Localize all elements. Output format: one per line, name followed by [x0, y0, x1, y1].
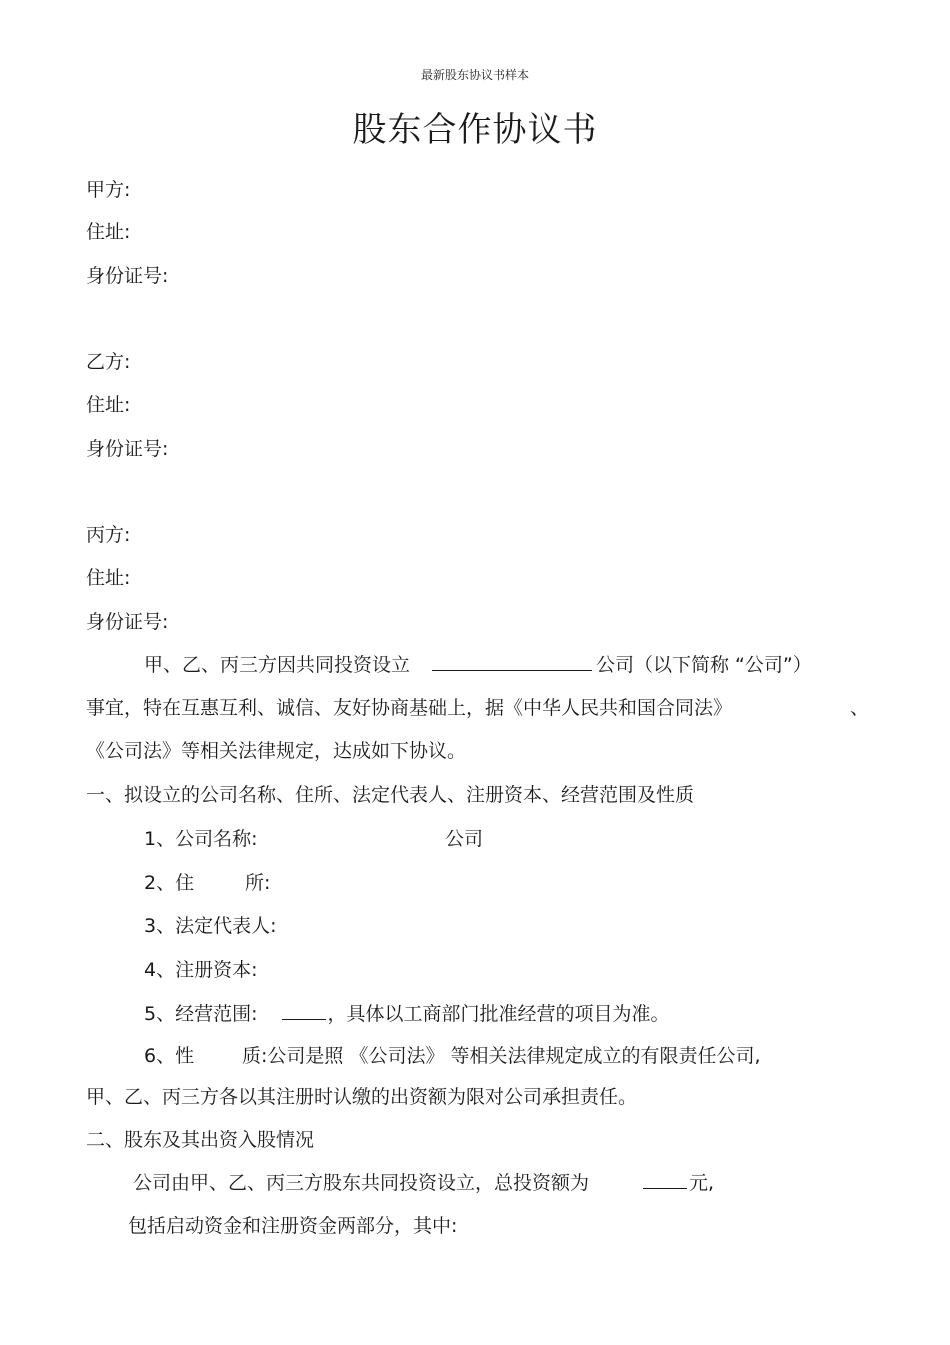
section-2-para-1: [133, 1168, 714, 1197]
preamble-line-2-text: 事宜，特在互惠互利、诚信、友好协商基础上，据《中华人民共和国合同法》: [86, 697, 733, 719]
party-c-id-label: 身份证号:: [86, 611, 169, 633]
party-c-address-label: 住址:: [86, 567, 131, 589]
item-5-line: [144, 999, 670, 1028]
document-title: 股东合作协议书: [352, 110, 598, 150]
item-6-text: 公司是照 《公司法》 等相关法律规定成立的有限责任公司,: [267, 1045, 761, 1067]
party-b-address-label: 住址:: [86, 394, 131, 416]
item-4-label: 4、注册资本:: [144, 959, 258, 981]
section-2-heading: 二、股东及其出资入股情况: [86, 1129, 315, 1151]
item-6-label-b: 质:: [242, 1045, 268, 1067]
item-5-text: ，具体以工商部门批准经营的项目为准。: [327, 1003, 670, 1025]
party-c-label: 丙方:: [86, 524, 131, 546]
total-investment-blank: [643, 1168, 687, 1189]
company-name-blank: [432, 650, 592, 671]
preamble-line-2-end: 、: [850, 697, 870, 719]
item-1-value: 公司: [445, 828, 484, 850]
preamble-text-before-blank: 甲、乙、丙三方因共同投资设立: [144, 654, 411, 676]
item-2-label-b: 所:: [245, 872, 271, 894]
preamble-line-1: [144, 650, 812, 679]
business-scope-blank: [282, 999, 326, 1020]
party-b-label: 乙方:: [86, 351, 131, 373]
section-1-heading: 一、拟设立的公司名称、住所、法定代表人、注册资本、经营范围及性质: [86, 784, 695, 806]
section-2-para-1-unit: 元,: [689, 1172, 715, 1194]
party-a-label: 甲方:: [86, 179, 131, 201]
item-3-label: 3、法定代表人:: [144, 915, 277, 937]
item-6-line: [242, 1042, 761, 1070]
party-b-id-label: 身份证号:: [86, 438, 169, 460]
section-2-para-1-text: 公司由甲、乙、丙三方股东共同投资设立，总投资额为: [133, 1172, 590, 1194]
preamble-line-3: 《公司法》等相关法律规定，达成如下协议。: [86, 740, 467, 762]
item-2-label-a: 2、住: [144, 872, 195, 894]
item-6-continuation: 甲、乙、丙三方各以其注册时认缴的出资额为限对公司承担责任。: [86, 1086, 638, 1108]
item-6-label-a: 6、性: [144, 1045, 195, 1067]
party-a-address-label: 住址:: [86, 221, 131, 243]
party-a-id-label: 身份证号:: [86, 265, 169, 287]
item-5-label: 5、经营范围:: [144, 1003, 258, 1025]
preamble-line-2: [86, 694, 732, 722]
section-2-para-2: 包括启动资金和注册资金两部分，其中:: [128, 1215, 458, 1237]
preamble-text-after-blank: 公司（以下简称 “公司”）: [596, 654, 812, 676]
item-1-label: 1、公司名称:: [144, 828, 258, 850]
running-header: 最新股东协议书样本: [420, 68, 529, 82]
